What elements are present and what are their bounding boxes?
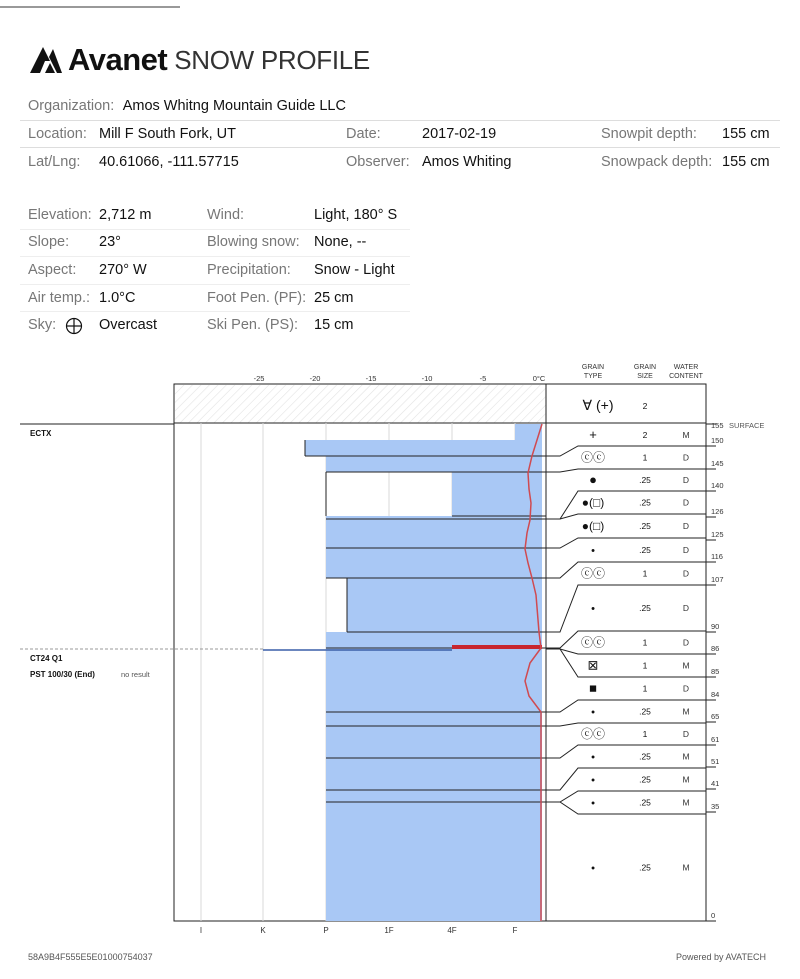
brand-logo — [30, 42, 370, 78]
grain-type: ●(□) — [581, 495, 605, 510]
hardness-bar — [326, 632, 542, 921]
ectx-result: ECTX — [30, 429, 52, 438]
water-content: D — [682, 521, 690, 531]
layer-connector — [546, 723, 706, 726]
hardness-bar — [305, 440, 542, 456]
depth-label: 155 — [711, 421, 724, 430]
water-content: D — [682, 545, 690, 555]
organization-label: Organization: — [28, 98, 115, 114]
depth-label: 90 — [711, 622, 720, 631]
grain-size: .25 — [639, 706, 651, 717]
grain-size: 1 — [642, 729, 648, 739]
grain-type: ● — [589, 472, 597, 487]
grain-size: 1 — [642, 452, 648, 463]
water-content-header-2: CONTENT — [669, 373, 703, 380]
aspect-value: 270° W — [99, 262, 147, 278]
grain-size: .25 — [639, 521, 651, 531]
divider — [20, 229, 410, 230]
water-content: M — [682, 797, 690, 808]
water-content: D — [682, 637, 690, 648]
ski-pen-value: 15 cm — [314, 317, 354, 333]
water-content: M — [682, 751, 690, 762]
divider — [20, 256, 410, 257]
grain-size: .25 — [639, 751, 651, 762]
organization-row — [28, 97, 346, 115]
snowpack-depth-label: Snowpack depth: — [601, 154, 713, 170]
depth-label: 35 — [711, 802, 720, 811]
observer-label: Observer: — [346, 154, 410, 170]
surface-label: SURFACE — [729, 421, 765, 430]
depth-label: 85 — [711, 667, 720, 676]
temp-tick: -20 — [309, 374, 321, 383]
water-content: D — [682, 475, 690, 485]
temp-tick: -15 — [365, 374, 377, 383]
grain-size: .25 — [639, 862, 651, 873]
grain-type: ⓒⓒ — [580, 727, 606, 741]
water-content: D — [682, 497, 690, 508]
sky-label: Sky: — [28, 317, 57, 333]
latlng-label: Lat/Lng: — [28, 154, 81, 170]
water-content: D — [682, 568, 690, 579]
water-content: M — [682, 430, 690, 440]
snowpack-depth-value: 155 cm — [722, 154, 770, 170]
pst-result: PST 100/30 (End) — [30, 670, 95, 679]
water-content-header: WATER — [673, 364, 699, 371]
depth-label: 140 — [711, 481, 724, 490]
brand-name: Avanet — [68, 42, 168, 77]
depth-label: 41 — [711, 779, 720, 788]
aspect-label: Aspect: — [28, 262, 77, 278]
water-content: M — [682, 660, 690, 671]
layer-connector — [546, 649, 706, 654]
wind-value: Light, 180° S — [314, 207, 398, 223]
snowpit-depth-value: 155 cm — [722, 126, 770, 142]
grain-type: • — [591, 545, 595, 557]
temp-tick: -25 — [253, 374, 265, 383]
precipitation-value: Snow - Light — [314, 262, 395, 278]
layer-connector — [546, 514, 706, 519]
divider — [20, 311, 410, 312]
hardness-profile — [305, 424, 542, 921]
grain-type: ●(□) — [581, 519, 605, 533]
grain-type-header-2: TYPE — [583, 373, 603, 380]
depth-label: 65 — [711, 712, 720, 721]
snow-profile-chart — [0, 355, 800, 940]
observer-value: Amos Whiting — [422, 154, 512, 170]
foot-pen-value: 25 cm — [314, 290, 354, 306]
air-temp-label: Air temp.: — [28, 290, 91, 306]
date-label: Date: — [346, 126, 381, 142]
pst-note: no result — [121, 670, 150, 679]
layer-connector — [546, 469, 706, 472]
elevation-label: Elevation: — [28, 207, 92, 223]
grain-size: 1 — [642, 660, 648, 671]
water-content: D — [682, 729, 690, 739]
ct-result: CT24 Q1 — [30, 654, 63, 663]
grain-type: ⓒⓒ — [580, 635, 606, 650]
depth-label: 0 — [711, 911, 716, 920]
grain-size: .25 — [639, 797, 651, 808]
depth-label: 51 — [711, 757, 720, 766]
document-title: SNOW PROFILE — [174, 44, 370, 75]
grain-size-header-2: SIZE — [637, 373, 653, 380]
grain-type: • — [591, 797, 595, 810]
temp-tick: -5 — [479, 374, 487, 383]
depth-label: 126 — [711, 507, 724, 516]
top-rule — [0, 6, 180, 8]
grain-type-header: GRAIN — [581, 364, 605, 371]
grain-size: 1 — [642, 637, 648, 648]
water-content: M — [682, 706, 690, 717]
grain-size: 2 — [642, 430, 648, 440]
wind-label: Wind: — [207, 207, 245, 223]
temperature-axis — [254, 374, 546, 383]
grain-size: .25 — [639, 475, 651, 485]
location-value: Mill F South Fork, UT — [99, 126, 236, 142]
precipitation-label: Precipitation: — [207, 262, 291, 278]
hardness-tick: I — [199, 926, 203, 935]
date-value: 2017-02-19 — [422, 126, 497, 142]
air-temp-value: 1.0°C — [99, 290, 136, 306]
weak-layer-marker — [452, 645, 542, 649]
depth-label: 107 — [711, 575, 724, 584]
avanet-logo-icon — [30, 47, 62, 73]
divider — [20, 147, 780, 148]
grain-type: • — [591, 751, 595, 764]
divider — [20, 120, 780, 121]
divider — [20, 284, 410, 285]
grain-type: + — [589, 427, 597, 442]
grain-type: ⓒⓒ — [580, 450, 606, 465]
grain-type: • — [591, 603, 595, 615]
grain-size: .25 — [639, 497, 651, 508]
grain-size: .25 — [639, 774, 651, 785]
blowing-snow-label: Blowing snow: — [207, 234, 300, 250]
depth-label: 150 — [711, 436, 724, 445]
hardness-tick: P — [323, 926, 329, 935]
hardness-bar — [326, 456, 542, 472]
ski-pen-label: Ski Pen. (PS): — [207, 317, 299, 333]
grain-type: ⓒⓒ — [580, 566, 606, 581]
grain-size: 1 — [642, 683, 648, 694]
depth-label: 84 — [711, 690, 720, 699]
water-content: M — [682, 774, 690, 785]
hardness-bar — [326, 516, 542, 578]
profile-id: 58A9B4F555E5E01000754037 — [28, 952, 153, 962]
slope-label: Slope: — [28, 234, 70, 250]
surface-grain-type: ∀ (+) — [582, 397, 614, 413]
organization-value: Amos Whitng Mountain Guide LLC — [122, 98, 346, 114]
slope-value: 23° — [99, 234, 121, 250]
temp-tick: 0°C — [532, 374, 546, 383]
grain-size: 1 — [642, 568, 648, 579]
location-label: Location: — [28, 126, 87, 142]
depth-label: 86 — [711, 644, 720, 653]
water-content: D — [682, 452, 690, 463]
air-zone-hatch — [175, 385, 546, 423]
grain-type: • — [591, 862, 595, 875]
water-content: D — [682, 603, 690, 613]
elevation-value: 2,712 m — [99, 207, 152, 223]
snowpit-depth-label: Snowpit depth: — [601, 126, 697, 142]
water-content: M — [682, 862, 690, 873]
grain-size: .25 — [639, 545, 651, 555]
depth-label: 61 — [711, 735, 720, 744]
hardness-tick: 4F — [447, 926, 457, 935]
overcast-sky-icon — [65, 317, 83, 335]
grain-type: • — [591, 706, 595, 719]
water-content: D — [682, 683, 690, 694]
depth-label: 116 — [711, 552, 723, 561]
grain-type: • — [591, 774, 595, 787]
latlng-value: 40.61066, -111.57715 — [99, 154, 239, 170]
temp-tick: -10 — [421, 374, 433, 383]
hardness-tick: K — [260, 926, 266, 935]
hardness-tick: 1F — [384, 926, 394, 935]
grain-size: .25 — [639, 603, 651, 613]
grain-size-header: GRAIN — [633, 364, 657, 371]
hardness-axis — [200, 926, 518, 935]
grain-table — [546, 421, 724, 921]
grain-type: ⊠ — [587, 657, 599, 673]
depth-label: 125 — [711, 530, 724, 539]
foot-pen-label: Foot Pen. (PF): — [207, 290, 307, 306]
hardness-bar — [347, 578, 542, 632]
blowing-snow-value: None, -- — [314, 234, 367, 250]
grain-type: ■ — [589, 680, 597, 696]
depth-label: 145 — [711, 459, 724, 468]
hardness-tick: F — [512, 926, 518, 935]
powered-by: Powered by AVATECH — [675, 952, 766, 962]
surface-grain-size: 2 — [642, 401, 648, 411]
sky-value: Overcast — [99, 317, 158, 333]
